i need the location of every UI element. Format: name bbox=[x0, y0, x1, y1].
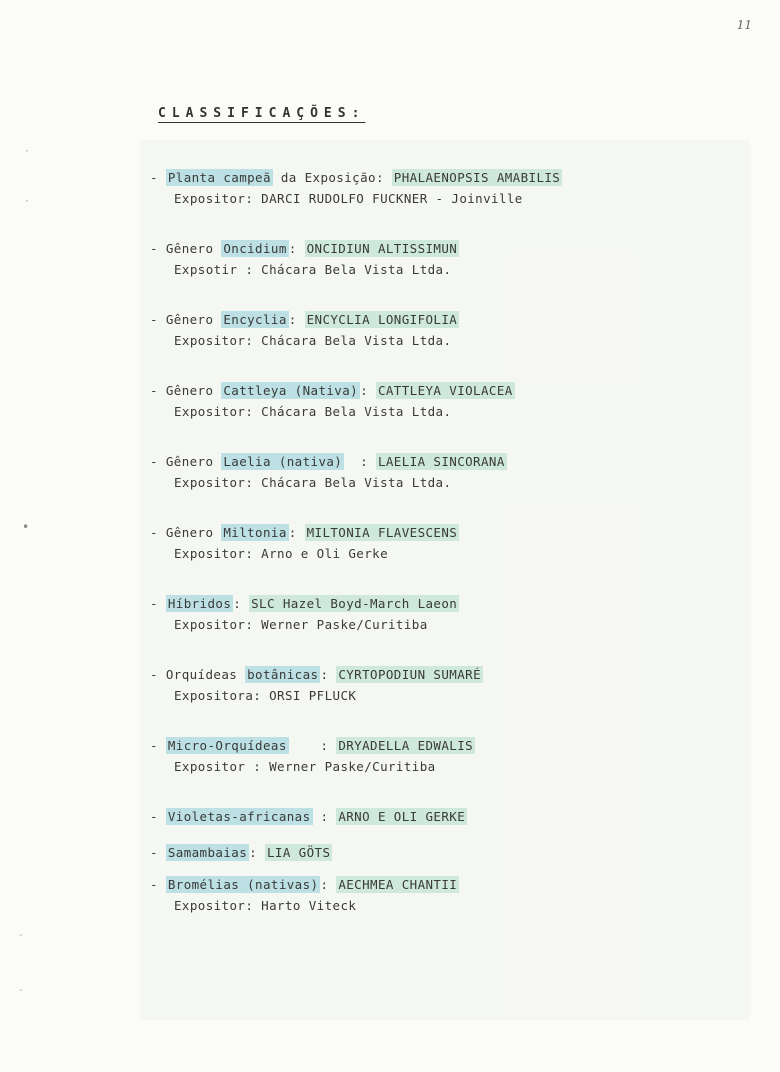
winner-name: ENCYCLIA LONGIFOLIA bbox=[306, 312, 458, 327]
category-name: botânicas bbox=[247, 667, 319, 682]
classification-entry bbox=[150, 594, 720, 635]
category-name: Oncidium bbox=[223, 241, 287, 256]
entry-dash: - bbox=[150, 877, 166, 892]
margin-mark: · bbox=[24, 196, 31, 207]
margin-mark: - bbox=[18, 985, 25, 996]
category-name: Encyclia bbox=[223, 312, 287, 327]
classification-line bbox=[150, 168, 720, 188]
exhibitor-line: Expositor: Chácara Bela Vista Ltda. bbox=[174, 475, 452, 490]
entry-separator: : bbox=[249, 845, 265, 860]
margin-mark: · bbox=[24, 146, 31, 157]
classification-entry bbox=[150, 381, 720, 422]
exhibitor-line: Expositor: Harto Viteck bbox=[174, 898, 357, 913]
classification-entry bbox=[150, 736, 720, 777]
classification-line bbox=[150, 594, 720, 614]
category-name: Bromélias (nativas) bbox=[167, 877, 319, 892]
entry-dash: - bbox=[150, 312, 166, 327]
exhibitor-line: Expositor: Werner Paske/Curitiba bbox=[174, 617, 428, 632]
classification-line bbox=[150, 452, 720, 472]
winner-name: LAELIA SINCORANA bbox=[377, 454, 505, 469]
winner-name: LIA GÖTS bbox=[266, 845, 331, 860]
margin-mark: - bbox=[18, 930, 25, 941]
exhibitor-line: Expositor: Chácara Bela Vista Ltda. bbox=[174, 333, 452, 348]
entry-separator: da Exposição: bbox=[272, 170, 392, 185]
winner-name: ARNO E OLI GERKE bbox=[338, 809, 466, 824]
classification-line bbox=[150, 310, 720, 330]
exhibitor-line: Expositor : Werner Paske/Curitiba bbox=[174, 759, 436, 774]
winner-name: MILTONIA FLAVESCENS bbox=[306, 525, 458, 540]
entry-dash: - bbox=[150, 241, 166, 256]
classification-entry bbox=[150, 310, 720, 351]
winner-name: AECHMEA CHANTII bbox=[338, 877, 458, 892]
winner-name: PHALAENOPSIS AMABILIS bbox=[393, 170, 561, 185]
entry-dash: - bbox=[150, 170, 166, 185]
category-name: Miltonia bbox=[223, 525, 287, 540]
category-prefix: Orquídeas bbox=[165, 667, 246, 682]
winner-name: SLC Hazel Boyd-March Laeon bbox=[251, 596, 458, 611]
winner-name: CYRTOPODIUN SUMARÉ bbox=[338, 667, 481, 682]
classification-entry bbox=[150, 452, 720, 493]
classification-entry bbox=[150, 807, 720, 827]
category-prefix: Gênero bbox=[165, 241, 222, 256]
classification-line bbox=[150, 807, 720, 827]
entry-separator: : bbox=[320, 877, 337, 892]
entry-separator: : bbox=[344, 454, 376, 469]
category-name: Micro-Orquídeas bbox=[167, 738, 287, 753]
winner-name: CATTLEYA VIOLACEA bbox=[377, 383, 513, 398]
classification-line bbox=[150, 736, 720, 756]
classification-line bbox=[150, 875, 720, 895]
classification-entry bbox=[150, 523, 720, 564]
classification-entry bbox=[150, 843, 720, 863]
category-name: Híbridos bbox=[167, 596, 232, 611]
exhibitor-line: Expositor: Arno e Oli Gerke bbox=[174, 546, 388, 561]
page-number: 11 bbox=[736, 18, 752, 32]
exhibitor-line: Expositor: DARCI RUDOLFO FUCKNER - Joinville bbox=[174, 191, 523, 206]
category-name: Cattleya (Nativa) bbox=[223, 383, 359, 398]
winner-name: DRYADELLA EDWALIS bbox=[338, 738, 474, 753]
classification-entry bbox=[150, 665, 720, 706]
entry-separator: : bbox=[320, 667, 337, 682]
category-prefix: Gênero bbox=[165, 525, 222, 540]
classification-entry bbox=[150, 239, 720, 280]
classification-line bbox=[150, 523, 720, 543]
classification-line bbox=[150, 381, 720, 401]
entry-separator: : bbox=[288, 312, 305, 327]
category-prefix: Gênero bbox=[165, 383, 222, 398]
category-name: Planta campeã bbox=[167, 170, 271, 185]
margin-mark: • bbox=[22, 520, 30, 534]
entry-dash: - bbox=[150, 525, 166, 540]
entry-dash: - bbox=[150, 809, 166, 824]
entry-dash: - bbox=[150, 738, 166, 753]
exhibitor-line: Expositor: Chácara Bela Vista Ltda. bbox=[174, 404, 452, 419]
page-title: CLASSIFICAÇÕES: bbox=[158, 106, 366, 121]
entry-separator: : bbox=[360, 383, 376, 398]
entry-dash: - bbox=[150, 667, 166, 682]
category-name: Violetas-africanas bbox=[167, 809, 311, 824]
category-prefix: Gênero bbox=[165, 454, 222, 469]
category-prefix: Gênero bbox=[165, 312, 222, 327]
category-name: Laelia (nativa) bbox=[223, 454, 343, 469]
winner-name: ONCIDIUN ALTISSIMUN bbox=[306, 241, 458, 256]
entry-dash: - bbox=[150, 596, 166, 611]
category-name: Samambaias bbox=[167, 845, 248, 860]
classification-line bbox=[150, 239, 720, 259]
exhibitor-line: Expositora: ORSI PFLUCK bbox=[174, 688, 357, 703]
classification-line bbox=[150, 665, 720, 685]
entry-dash: - bbox=[150, 845, 166, 860]
entry-dash: - bbox=[150, 383, 166, 398]
exhibitor-line: Expsotir : Chácara Bela Vista Ltda. bbox=[174, 262, 452, 277]
classification-list bbox=[150, 168, 720, 916]
classification-entry bbox=[150, 168, 720, 209]
classification-line bbox=[150, 843, 720, 863]
entry-separator: : bbox=[288, 241, 305, 256]
entry-separator: : bbox=[288, 738, 337, 753]
entry-separator: : bbox=[312, 809, 337, 824]
classification-entry bbox=[150, 875, 720, 916]
entry-dash: - bbox=[150, 454, 166, 469]
entry-separator: : bbox=[288, 525, 305, 540]
entry-separator: : bbox=[233, 596, 250, 611]
